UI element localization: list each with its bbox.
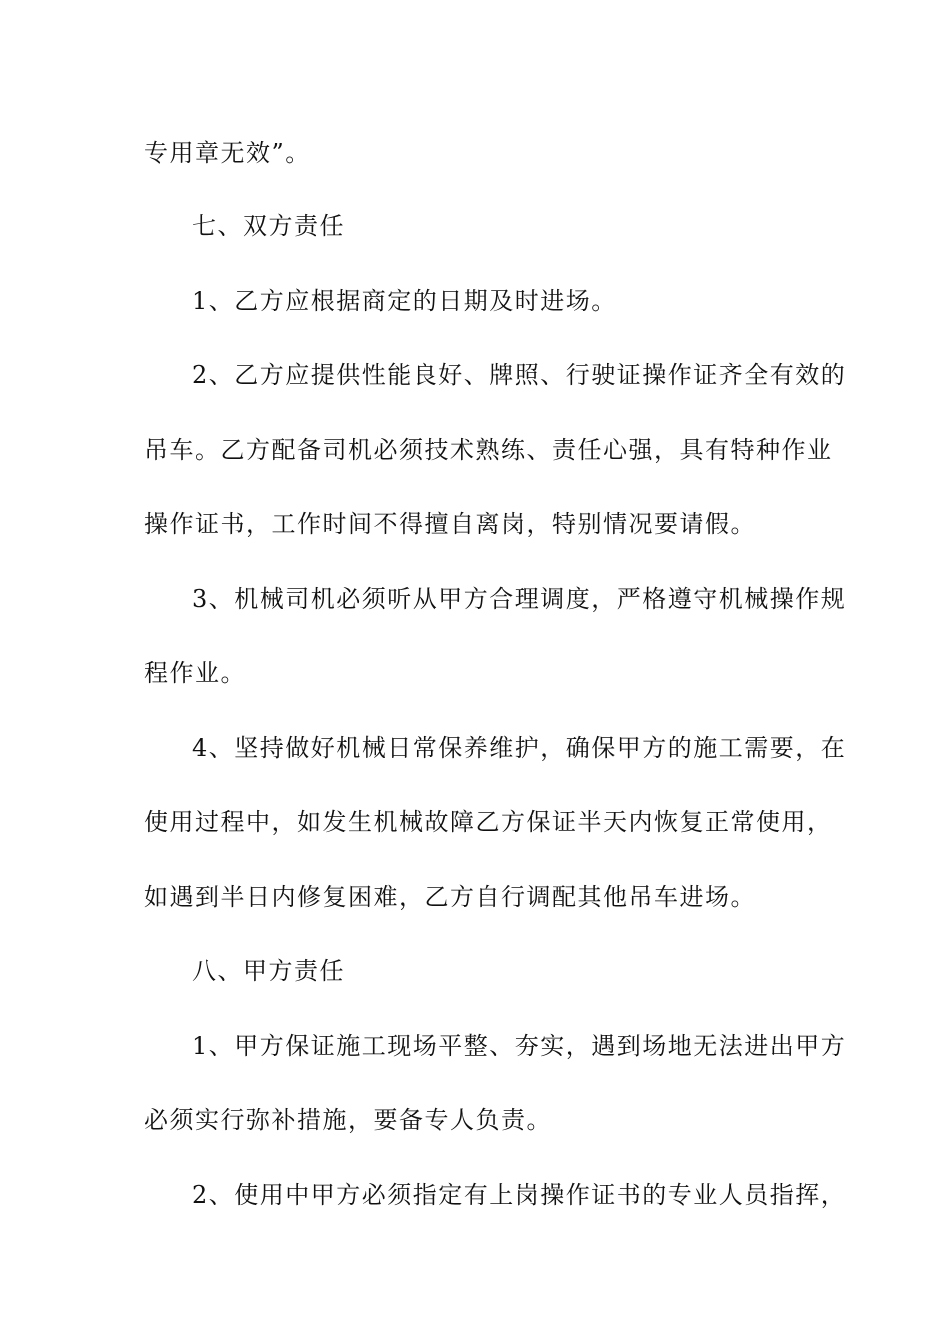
text-line: 程作业。 (144, 659, 246, 687)
text-line: 吊车。乙方配备司机必须技术熟练、责任心强，具有特种作业 (144, 436, 833, 464)
text-line: 2、乙方应提供性能良好、牌照、行驶证操作证齐全有效的 (192, 361, 847, 389)
text-line: 1、甲方保证施工现场平整、夯实，遇到场地无法进出甲方 (192, 1032, 847, 1060)
text-line: 2、使用中甲方必须指定有上岗操作证书的专业人员指挥， (192, 1181, 847, 1209)
section-heading: 八、甲方责任 (192, 957, 345, 985)
text-line: 如遇到半日内修复困难，乙方自行调配其他吊车进场。 (144, 883, 756, 911)
text-line: 1、乙方应根据商定的日期及时进场。 (192, 287, 617, 315)
text-line: 必须实行弥补措施，要备专人负责。 (144, 1106, 552, 1134)
text-line: 使用过程中，如发生机械故障乙方保证半天内恢复正常使用， (144, 808, 833, 836)
text-line: 4、坚持做好机械日常保养维护，确保甲方的施工需要，在 (192, 734, 847, 762)
section-heading: 七、双方责任 (192, 212, 345, 240)
text-line: 专用章无效”。 (144, 139, 311, 167)
text-line: 操作证书，工作时间不得擅自离岗，特别情况要请假。 (144, 510, 756, 538)
text-line: 3、机械司机必须听从甲方合理调度，严格遵守机械操作规 (192, 585, 847, 613)
